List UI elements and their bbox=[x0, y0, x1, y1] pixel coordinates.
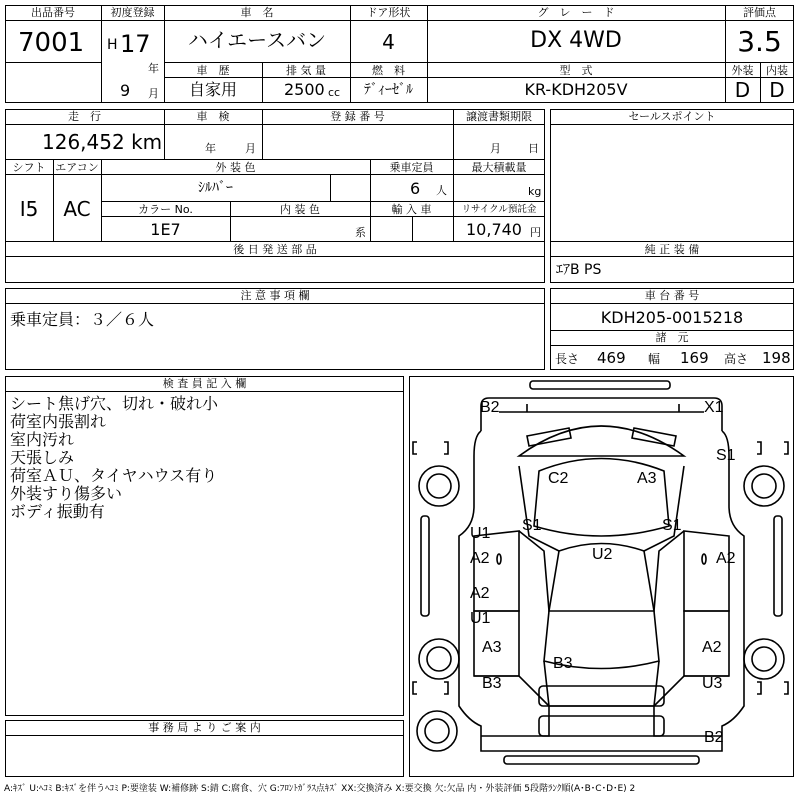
first-reg-label: 初度登録 bbox=[110, 6, 155, 19]
damage-mark: B2 bbox=[480, 399, 500, 416]
history-label: 車 歴 bbox=[196, 64, 230, 77]
shift-value: I5 bbox=[19, 197, 39, 221]
damage-mark: A3 bbox=[637, 470, 657, 487]
damage-mark: A2 bbox=[702, 639, 722, 656]
mileage-label: 走 行 bbox=[68, 110, 101, 123]
capacity-value: 6 bbox=[410, 179, 421, 198]
color-number: 1E7 bbox=[150, 220, 181, 239]
interior-grade-label: 内装 bbox=[766, 64, 788, 77]
inspector-line: ボディ振動有 bbox=[10, 502, 105, 521]
transfer-month-unit: 月 bbox=[490, 142, 501, 155]
reg-year: 17 bbox=[120, 30, 151, 58]
door-label: ドア形状 bbox=[366, 6, 411, 19]
reg-year-unit: 年 bbox=[148, 62, 159, 75]
width-value: 169 bbox=[680, 349, 709, 367]
recycle-fee-value: 10,740 bbox=[466, 220, 522, 239]
reg-era: H bbox=[107, 37, 118, 53]
height-value: 198 bbox=[762, 349, 791, 367]
sales-point-label: セールスポイント bbox=[628, 110, 716, 123]
width-label: 幅 bbox=[648, 352, 661, 366]
fuel-label: 燃 料 bbox=[372, 64, 405, 77]
damage-mark: A2 bbox=[470, 585, 490, 602]
inspection-label: 車 検 bbox=[196, 110, 230, 123]
model-label: 型 式 bbox=[559, 64, 593, 77]
inspector-line: 天張しみ bbox=[10, 448, 75, 467]
damage-mark: U2 bbox=[592, 546, 613, 563]
fuel-value: ﾃﾞｨｰｾﾞﾙ bbox=[364, 82, 413, 98]
damage-mark: U1 bbox=[470, 525, 491, 542]
inspector-line: 外装すり傷多い bbox=[10, 484, 123, 503]
van-diagram bbox=[409, 376, 794, 777]
later-parts-label: 後 日 発 送 部 品 bbox=[233, 243, 317, 256]
chassis-number: KDH205-0015218 bbox=[600, 308, 744, 327]
transfer-day-unit: 日 bbox=[528, 142, 539, 155]
color-value: ｼﾙﾊﾞｰ bbox=[198, 180, 233, 196]
recycle-fee-unit: 円 bbox=[530, 226, 541, 239]
car-name: ハイエースバン bbox=[187, 28, 327, 52]
spec-label: 諸 元 bbox=[655, 331, 689, 344]
shift-label: シフト bbox=[12, 161, 46, 174]
length-label: 長さ bbox=[555, 352, 580, 366]
score-value: 3.5 bbox=[737, 25, 782, 58]
exterior-grade-label: 外装 bbox=[731, 64, 754, 77]
max-load-label: 最大積載量 bbox=[471, 161, 527, 174]
color-label: 外 装 色 bbox=[215, 161, 256, 174]
damage-mark: U3 bbox=[702, 675, 723, 692]
office-label: 事 務 局 よ り ご 案 内 bbox=[148, 721, 261, 734]
registration-number-label: 登 録 番 号 bbox=[330, 110, 385, 123]
inspector-line: 荷室ＡＵ、タイヤハウス有り bbox=[10, 466, 218, 485]
damage-mark: U1 bbox=[470, 610, 491, 627]
damage-mark: S1 bbox=[716, 447, 736, 464]
name-label: 車 名 bbox=[240, 6, 274, 19]
inspector-label: 検 査 員 記 入 欄 bbox=[162, 377, 247, 390]
capacity-unit: 人 bbox=[436, 184, 447, 197]
lot-label: 出品番号 bbox=[31, 6, 75, 19]
damage-mark: A3 bbox=[482, 639, 502, 656]
door-count: 4 bbox=[382, 30, 395, 54]
model-value: KR-KDH205V bbox=[524, 80, 628, 99]
history-value: 自家用 bbox=[188, 80, 237, 99]
lot-number: 7001 bbox=[18, 28, 85, 58]
notes-text: 乗車定員：３／６人 bbox=[10, 310, 155, 329]
legend-text: A:ｷｽﾞ U:ﾍｺﾐ B:ｷｽﾞを伴うﾍｺﾐ P:要塗装 W:補修跡 S:錆 C:腐食、穴 G:ﾌﾛﾝﾄｶﾞﾗｽ点ｷｽﾞ XX:交換済み X:要交換 欠:欠品 内・外装評価 5段階ﾗﾝｸ順(A･B･C･D･E) 2 bbox=[4, 784, 636, 794]
damage-mark: B3 bbox=[553, 655, 573, 672]
reg-month: 9 bbox=[120, 81, 131, 100]
damage-mark: A2 bbox=[716, 550, 736, 567]
interior-color-unit: 系 bbox=[355, 226, 366, 239]
ac-value: AC bbox=[63, 197, 91, 221]
displacement-value: 2500 bbox=[284, 80, 325, 99]
grade-label: グ レ ー ド bbox=[537, 6, 615, 19]
height-label: 高さ bbox=[724, 352, 749, 366]
import-label: 輸 入 車 bbox=[391, 203, 432, 216]
inspector-line: シート焦げ穴、切れ・破れ小 bbox=[10, 394, 219, 413]
damage-mark: C2 bbox=[548, 470, 569, 487]
damage-mark: B2 bbox=[704, 729, 724, 746]
inspector-notes bbox=[10, 395, 218, 521]
mileage-value: 126,452 km bbox=[42, 130, 163, 154]
capacity-label: 乗車定員 bbox=[389, 161, 434, 174]
length-value: 469 bbox=[597, 349, 626, 367]
ac-label: エアコン bbox=[55, 161, 99, 174]
damage-mark: B3 bbox=[482, 675, 502, 692]
damage-mark: S1 bbox=[662, 517, 682, 534]
reg-month-unit: 月 bbox=[148, 87, 159, 100]
equipment-value: ｴｱB PS bbox=[556, 262, 602, 278]
score-label: 評価点 bbox=[743, 6, 776, 19]
displacement-unit: cc bbox=[328, 86, 341, 99]
grade-value: DX 4WD bbox=[530, 28, 622, 53]
recycle-fee-label: リサイクル預託金 bbox=[461, 204, 537, 215]
interior-grade: D bbox=[769, 78, 785, 102]
color-number-label: カラー No. bbox=[138, 203, 193, 216]
inspection-month-unit: 月 bbox=[245, 142, 256, 155]
inspection-year-unit: 年 bbox=[205, 142, 216, 155]
damage-mark: A2 bbox=[470, 550, 490, 567]
damage-mark: X1 bbox=[704, 399, 724, 416]
interior-color-label: 内 装 色 bbox=[280, 203, 320, 216]
damage-mark: S1 bbox=[522, 517, 542, 534]
transfer-deadline-label: 譲渡書類期限 bbox=[466, 110, 532, 123]
equipment-label: 純 正 装 備 bbox=[644, 243, 700, 256]
inspector-line: 荷室内張割れ bbox=[10, 412, 107, 431]
chassis-label: 車 台 番 号 bbox=[644, 289, 700, 302]
exterior-grade: D bbox=[734, 78, 751, 102]
inspector-line: 室内汚れ bbox=[10, 430, 75, 449]
notes-label: 注 意 事 項 欄 bbox=[240, 289, 310, 302]
displacement-label: 排 気 量 bbox=[286, 64, 326, 77]
max-load-unit: kg bbox=[528, 185, 542, 198]
